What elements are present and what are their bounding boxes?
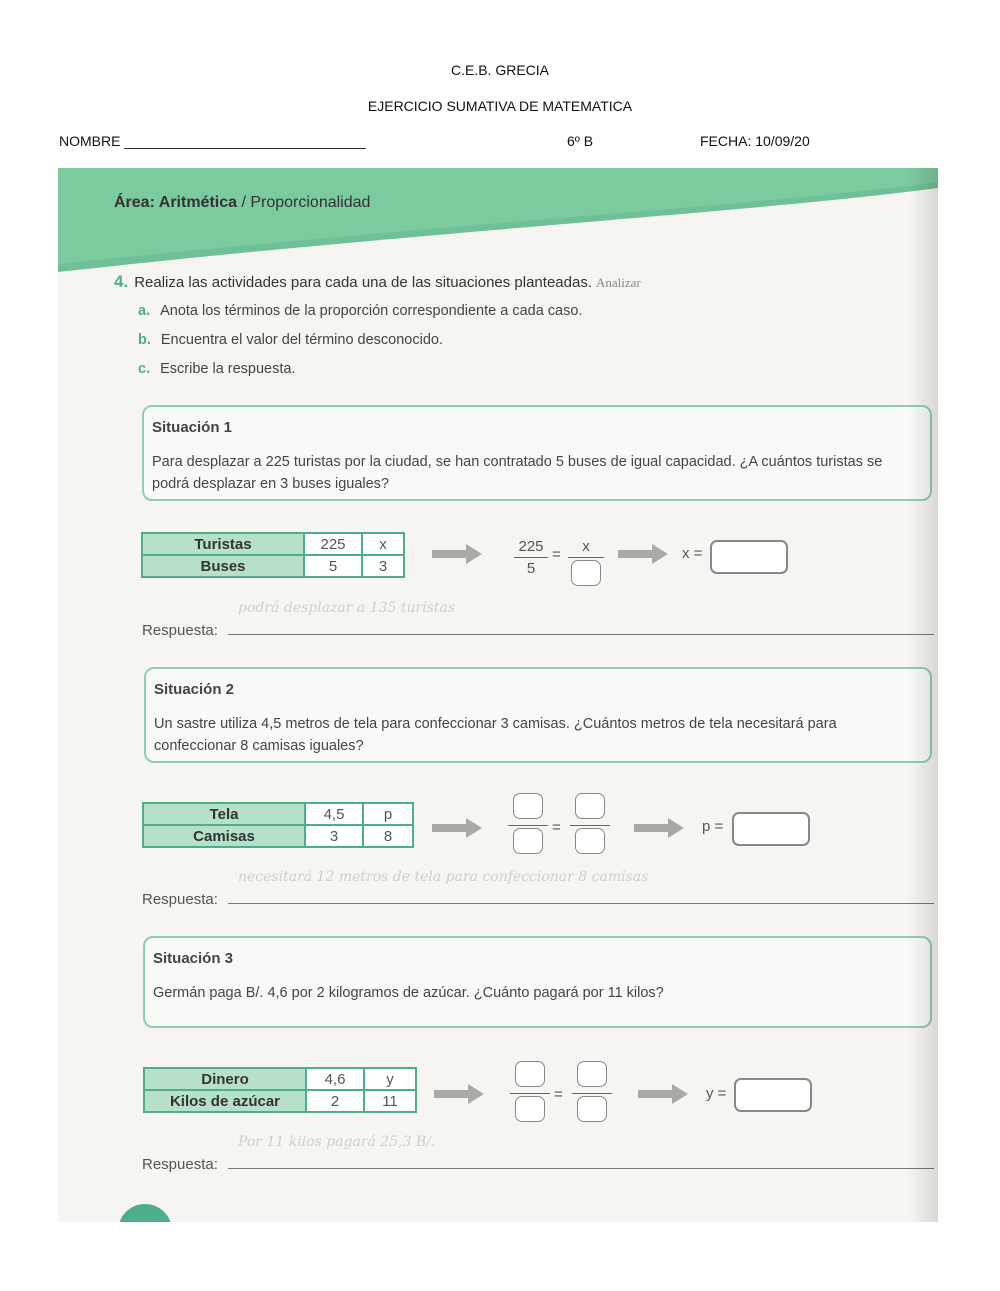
answer-label-3: Respuesta: [142,1156,218,1173]
answer-line-3[interactable] [228,1168,934,1169]
situation-2-box [144,667,932,763]
answer-box[interactable] [513,793,543,819]
table-row [143,825,413,847]
table-row [144,1068,416,1090]
table-label: Tela [143,803,305,825]
table-cell: 4,6 [306,1068,364,1090]
table-cell: 5 [304,555,362,577]
answer-label-1: Respuesta: [142,622,218,639]
y-result-label: y = [706,1085,727,1102]
answer-box[interactable] [515,1061,545,1087]
table-cell: x [362,533,404,555]
school-name: C.E.B. GRECIA [450,62,550,78]
handwritten-answer-3: Por 11 kilos pagará 25,3 B/. [238,1134,436,1150]
situation-2-table [142,802,414,848]
handwritten-answer-1: podrá desplazar a 135 turistas [238,600,456,616]
p-answer-box[interactable] [732,812,810,846]
area-title: Área: Aritmética / Proporcionalidad [114,194,371,211]
x-answer-box[interactable] [710,540,788,574]
name-field[interactable]: NOMBRE _______________________________ [59,133,366,149]
answer-box[interactable] [575,793,605,819]
page-shadow [908,168,938,1222]
answer-box[interactable] [571,560,601,586]
table-row [144,1090,416,1112]
table-row [143,803,413,825]
answer-label-2: Respuesta: [142,891,218,908]
table-cell: y [364,1068,416,1090]
header-band [58,168,938,278]
situation-2-title: Situación 2 [154,681,235,698]
date-label: FECHA: 10/09/20 [700,133,810,149]
table-cell: 3 [305,825,363,847]
table-cell: 4,5 [305,803,363,825]
table-cell: 8 [363,825,413,847]
table-label: Turistas [142,533,304,555]
instruction-b: b. Encuentra el valor del término desconocido. [138,332,443,348]
textbook-page [58,168,938,1222]
arrow-right-icon [432,544,482,564]
arrow-right-icon [618,544,668,564]
x-result-label: x = [682,545,703,562]
equals-sign: = [554,1086,563,1103]
answer-box[interactable] [515,1096,545,1122]
situation-2-text: Un sastre utiliza 4,5 metros de tela para confeccionar 3 camisas. ¿Cuántos metros de tela necesitará para confeccionar 8 camisas iguales? [154,716,837,754]
table-cell: 3 [362,555,404,577]
fraction-right: x [568,538,604,590]
table-cell: 225 [304,533,362,555]
worksheet-title: EJERCICIO SUMATIVA DE MATEMATICA [367,98,633,114]
answer-line-2[interactable] [228,903,934,904]
answer-box[interactable] [577,1061,607,1087]
table-cell: 11 [364,1090,416,1112]
answer-box[interactable] [575,828,605,854]
arrow-right-icon [634,818,684,838]
handwritten-answer-2: necesitará 12 metros de tela para confeccionar 8 camisas [238,869,649,885]
table-label: Camisas [143,825,305,847]
fraction-right [572,1061,612,1126]
situation-3-title: Situación 3 [153,950,234,967]
table-label: Dinero [144,1068,306,1090]
table-row [142,533,404,555]
situation-3-text: Germán paga B/. 4,6 por 2 kilogramos de azúcar. ¿Cuánto pagará por 11 kilos? [153,985,664,1001]
instruction-a: a. Anota los términos de la proporción correspondiente a cada caso. [138,303,583,319]
arrow-right-icon [434,1084,484,1104]
fraction-left: 225 5 [514,538,548,577]
table-row [142,555,404,577]
grade-label: 6º B [567,133,594,149]
table-label: Kilos de azúcar [144,1090,306,1112]
answer-box[interactable] [577,1096,607,1122]
page-number-badge [118,1204,172,1222]
situation-3-table [143,1067,417,1113]
p-result-label: p = [702,818,724,835]
instruction-main: 4. Realiza las actividades para cada una de las situaciones planteadas. Analizar [114,272,641,291]
equals-sign: = [552,546,561,563]
situation-1-table [141,532,405,578]
arrow-right-icon [638,1084,688,1104]
situation-1-box [142,405,932,501]
fraction-left [510,1061,550,1126]
answer-box[interactable] [513,828,543,854]
table-cell: 2 [306,1090,364,1112]
arrow-right-icon [432,818,482,838]
table-label: Buses [142,555,304,577]
fraction-left [508,793,548,858]
table-cell: p [363,803,413,825]
instruction-c: c. Escribe la respuesta. [138,361,296,377]
situation-1-title: Situación 1 [152,419,233,436]
situation-3-box [143,936,932,1028]
equals-sign: = [552,819,561,836]
situation-1-text: Para desplazar a 225 turistas por la ciudad, se han contratado 5 buses de igual capacidad. ¿A cuántos turistas se podrá desplazar en 3 buses iguales? [152,454,883,492]
answer-line-1[interactable] [228,634,934,635]
fraction-right [570,793,610,858]
y-answer-box[interactable] [734,1078,812,1112]
